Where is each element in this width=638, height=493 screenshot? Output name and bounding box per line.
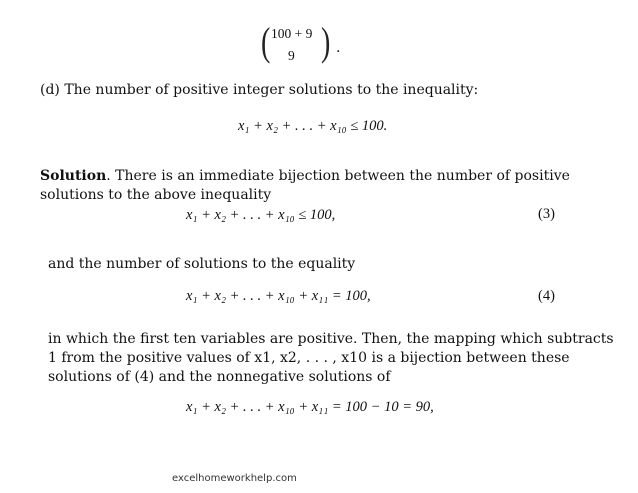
right-paren: ) [320, 19, 331, 64]
footer-url: excelhomeworkhelp.com [172, 473, 297, 484]
equation-4-number: (4) [538, 288, 555, 304]
binomial-bottom: 9 [288, 48, 295, 63]
equation-5: x₁ + x₂ + . . . + x₁₀ + x₁₁ = 100 − 10 = 90, [186, 399, 434, 415]
part-d-prompt: (d) The number of positive integer solutions to the inequality: [40, 82, 479, 98]
solution-paragraph-3: in which the first ten variables are positive. Then, the mapping which subtracts 1 from the positive values of x1, x2, . . . , x10 is a bijection between these solutions of (4) and the nonnegative solutions of [48, 331, 614, 385]
binomial-coefficient [259, 19, 349, 66]
equation-3: x₁ + x₂ + . . . + x₁₀ ≤ 100, [186, 207, 336, 223]
equation-3-number: (3) [538, 206, 555, 222]
solution-line-2: and the number of solutions to the equality [48, 256, 356, 272]
binomial-tail: . [336, 40, 341, 56]
solution-label: Solution [40, 168, 107, 184]
left-paren: ( [260, 19, 271, 64]
equation-4: x₁ + x₂ + . . . + x₁₀ + x₁₁ = 100, [186, 288, 371, 304]
part-d-equation: x₁ + x₂ + . . . + x₁₀ ≤ 100. [238, 118, 388, 134]
binomial-top: 100 + 9 [271, 26, 313, 41]
solution-text: . There is an immediate bijection between the number of positive solutions to the above inequality [40, 168, 570, 203]
solution-paragraph [40, 167, 612, 205]
